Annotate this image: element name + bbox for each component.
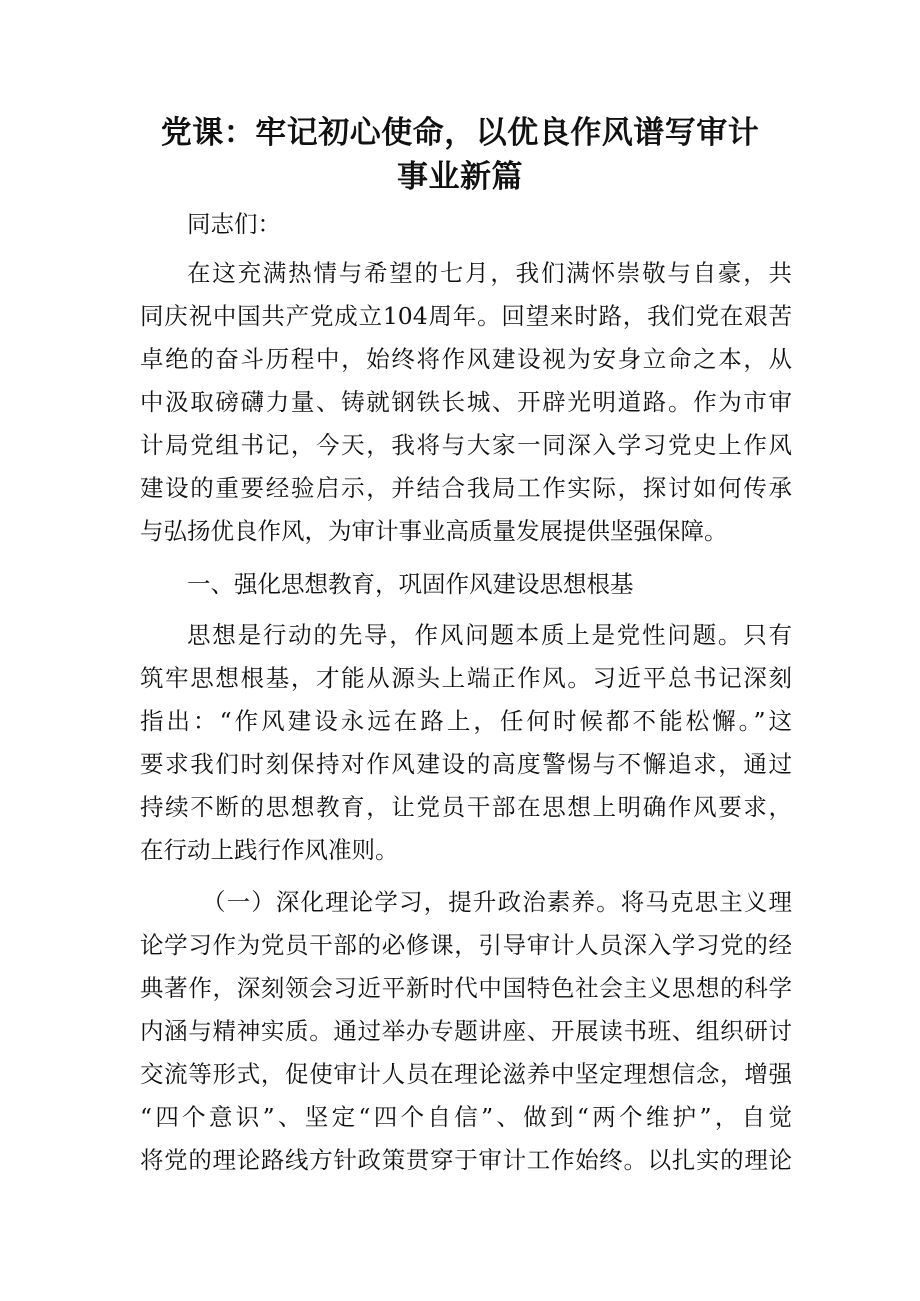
intro-line: 卓绝的奋斗历程中，始终将作风建设视为安身立命之本，从 bbox=[140, 345, 792, 373]
subsection-1-line: （一）深化理论学习，提升政治素养。将马克思主义理 bbox=[202, 888, 792, 916]
intro-line: 同庆祝中国共产党成立104周年。回望来时路，我们党在艰苦 bbox=[140, 302, 792, 330]
subsection-1-line: “四个意识”、坚定“四个自信”、做到“两个维护”，自觉 bbox=[140, 1103, 792, 1131]
intro-line: 建设的重要经验启示，并结合我局工作实际，探讨如何传承 bbox=[140, 474, 792, 502]
subsection-1-line: 论学习作为党员干部的必修课，引导审计人员深入学习党的经 bbox=[140, 931, 792, 959]
section-1-line: 思想是行动的先导，作风问题本质上是党性问题。只有 bbox=[187, 621, 792, 649]
subsection-1-line: 将党的理论路线方针政策贯穿于审计工作始终。以扎实的理论 bbox=[140, 1146, 792, 1174]
subsection-1-paragraph bbox=[140, 881, 792, 1182]
intro-line: 计局党组书记，今天，我将与大家一同深入学习党史上作风 bbox=[140, 431, 792, 459]
section-1-line: 筑牢思想根基，才能从源头上端正作风。习近平总书记深刻 bbox=[140, 664, 792, 692]
document-title-line-2: 事业新篇 bbox=[397, 159, 523, 195]
intro-line: 在这充满热情与希望的七月，我们满怀崇敬与自豪，共 bbox=[187, 259, 792, 287]
document-title-line-1: 党课：牢记初心使命，以优良作风谱写审计 bbox=[160, 115, 760, 151]
salutation: 同志们： bbox=[187, 210, 281, 238]
section-1-heading-block bbox=[140, 563, 792, 606]
intro-line: 中汲取磅礴力量、铸就钢铁长城、开辟光明道路。作为市审 bbox=[140, 388, 792, 416]
subsection-1-line: 交流等形式，促使审计人员在理论滋养中坚定理想信念，增强 bbox=[140, 1060, 792, 1088]
section-1-line: 指出：“作风建设永远在路上，任何时候都不能松懈。”这 bbox=[140, 707, 792, 735]
intro-line: 与弘扬优良作风，为审计事业高质量发展提供坚强保障。 bbox=[140, 517, 728, 545]
section-1-line: 在行动上践行作风准则。 bbox=[140, 836, 399, 864]
intro-paragraph bbox=[140, 252, 792, 553]
subsection-1-line: 内涵与精神实质。通过举办专题讲座、开展读书班、组织研讨 bbox=[140, 1017, 792, 1045]
subsection-1-line: 典著作，深刻领会习近平新时代中国特色社会主义思想的科学 bbox=[140, 974, 792, 1002]
salutation-block bbox=[140, 203, 792, 246]
section-1-heading: 一、强化思想教育，巩固作风建设思想根基 bbox=[187, 570, 634, 598]
section-1-line: 要求我们时刻保持对作风建设的高度警惕与不懈追求，通过 bbox=[140, 750, 792, 778]
section-1-paragraph bbox=[140, 614, 792, 872]
section-1-line: 持续不断的思想教育，让党员干部在思想上明确作风要求， bbox=[140, 793, 792, 821]
